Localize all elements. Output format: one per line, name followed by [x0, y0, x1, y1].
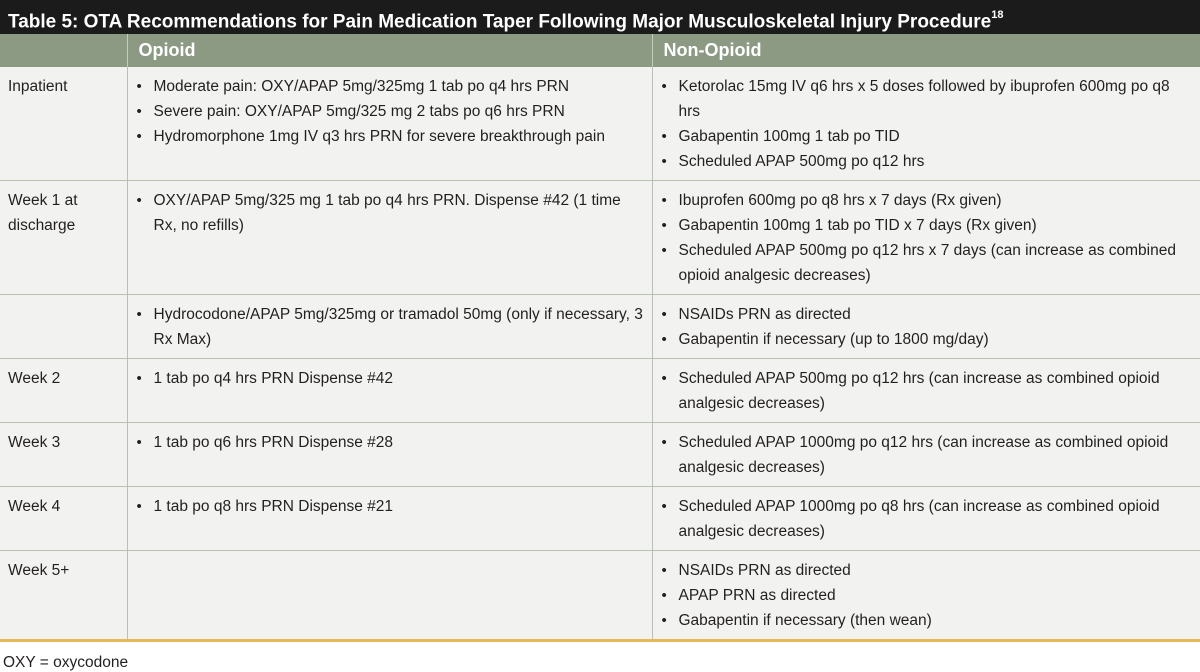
non-opioid-item: • Ibuprofen 600mg po q8 hrs x 7 days (Rx given) — [679, 188, 1195, 213]
non-opioid-cell — [652, 359, 1200, 423]
table-row — [0, 181, 1200, 295]
opioid-cell — [127, 423, 652, 487]
opioid-cell — [127, 359, 652, 423]
header-non-opioid: Non-Opioid — [652, 34, 1200, 67]
opioid-item: • 1 tab po q6 hrs PRN Dispense #28 — [154, 430, 646, 455]
opioid-cell — [127, 181, 652, 295]
phase-cell: Week 1 at discharge — [0, 181, 127, 295]
opioid-list — [134, 494, 646, 519]
opioid-item: • 1 tab po q4 hrs PRN Dispense #42 — [154, 366, 646, 391]
opioid-cell — [127, 295, 652, 359]
table-row — [0, 551, 1200, 641]
non-opioid-list — [659, 74, 1195, 174]
non-opioid-item: • Scheduled APAP 500mg po q12 hrs (can increase as combined opioid analgesic decreases) — [679, 366, 1195, 416]
table-body — [0, 67, 1200, 641]
header-row — [0, 34, 1200, 67]
phase-cell: Inpatient — [0, 67, 127, 181]
opioid-list — [134, 366, 646, 391]
opioid-item: • Moderate pain: OXY/APAP 5mg/325mg 1 tab po q4 hrs PRN — [154, 74, 646, 99]
non-opioid-cell — [652, 295, 1200, 359]
non-opioid-item: • APAP PRN as directed — [679, 583, 1195, 608]
opioid-item: • OXY/APAP 5mg/325 mg 1 tab po q4 hrs PRN. Dispense #42 (1 time Rx, no refills) — [154, 188, 646, 238]
non-opioid-list — [659, 558, 1195, 633]
non-opioid-cell — [652, 551, 1200, 641]
non-opioid-item: • Scheduled APAP 1000mg po q12 hrs (can increase as combined opioid analgesic decreases) — [679, 430, 1195, 480]
non-opioid-item: • Scheduled APAP 500mg po q12 hrs — [679, 149, 1195, 174]
non-opioid-item: • Scheduled APAP 1000mg po q8 hrs (can increase as combined opioid analgesic decreases) — [679, 494, 1195, 544]
footnote: OXY = oxycodone — [3, 654, 129, 671]
non-opioid-list — [659, 302, 1195, 352]
phase-cell: Week 2 — [0, 359, 127, 423]
non-opioid-item: • Gabapentin 100mg 1 tab po TID x 7 days (Rx given) — [679, 213, 1195, 238]
table-title — [0, 0, 1200, 34]
non-opioid-cell — [652, 67, 1200, 181]
opioid-item: • Severe pain: OXY/APAP 5mg/325 mg 2 tabs po q6 hrs PRN — [154, 99, 646, 124]
non-opioid-cell — [652, 181, 1200, 295]
taper-table — [0, 34, 1200, 642]
non-opioid-list — [659, 494, 1195, 544]
opioid-list — [134, 74, 646, 149]
non-opioid-item: • Gabapentin if necessary (up to 1800 mg/day) — [679, 327, 1195, 352]
opioid-item: • 1 tab po q8 hrs PRN Dispense #21 — [154, 494, 646, 519]
opioid-cell — [127, 67, 652, 181]
opioid-item: • Hydrocodone/APAP 5mg/325mg or tramadol 50mg (only if necessary, 3 Rx Max) — [154, 302, 646, 352]
phase-cell: Week 3 — [0, 423, 127, 487]
title-reference: 18 — [991, 9, 1004, 21]
table-row — [0, 423, 1200, 487]
opioid-list — [134, 188, 646, 238]
non-opioid-item: • Gabapentin if necessary (then wean) — [679, 608, 1195, 633]
non-opioid-list — [659, 188, 1195, 288]
non-opioid-item: • NSAIDs PRN as directed — [679, 302, 1195, 327]
opioid-list — [134, 430, 646, 455]
header-opioid: Opioid — [127, 34, 652, 67]
table-row — [0, 67, 1200, 181]
table-row — [0, 295, 1200, 359]
opioid-cell — [127, 487, 652, 551]
phase-cell: Week 4 — [0, 487, 127, 551]
table-title-text: Table 5: OTA Recommendations for Pain Medication Taper Following Major Musculoskeletal Injury Procedure — [8, 11, 992, 33]
non-opioid-item: • Gabapentin 100mg 1 tab po TID — [679, 124, 1195, 149]
table-row — [0, 487, 1200, 551]
non-opioid-item: • NSAIDs PRN as directed — [679, 558, 1195, 583]
non-opioid-cell — [652, 423, 1200, 487]
non-opioid-item: • Ketorolac 15mg IV q6 hrs x 5 doses followed by ibuprofen 600mg po q8 hrs — [679, 74, 1195, 124]
non-opioid-list — [659, 366, 1195, 416]
header-phase — [0, 34, 127, 67]
non-opioid-item: • Scheduled APAP 500mg po q12 hrs x 7 days (can increase as combined opioid analgesic decreases) — [679, 238, 1195, 288]
non-opioid-list — [659, 430, 1195, 480]
phase-cell — [0, 295, 127, 359]
non-opioid-cell — [652, 487, 1200, 551]
table-row — [0, 359, 1200, 423]
opioid-item: • Hydromorphone 1mg IV q3 hrs PRN for severe breakthrough pain — [154, 124, 646, 149]
opioid-cell — [127, 551, 652, 641]
phase-cell: Week 5+ — [0, 551, 127, 641]
opioid-list — [134, 302, 646, 352]
